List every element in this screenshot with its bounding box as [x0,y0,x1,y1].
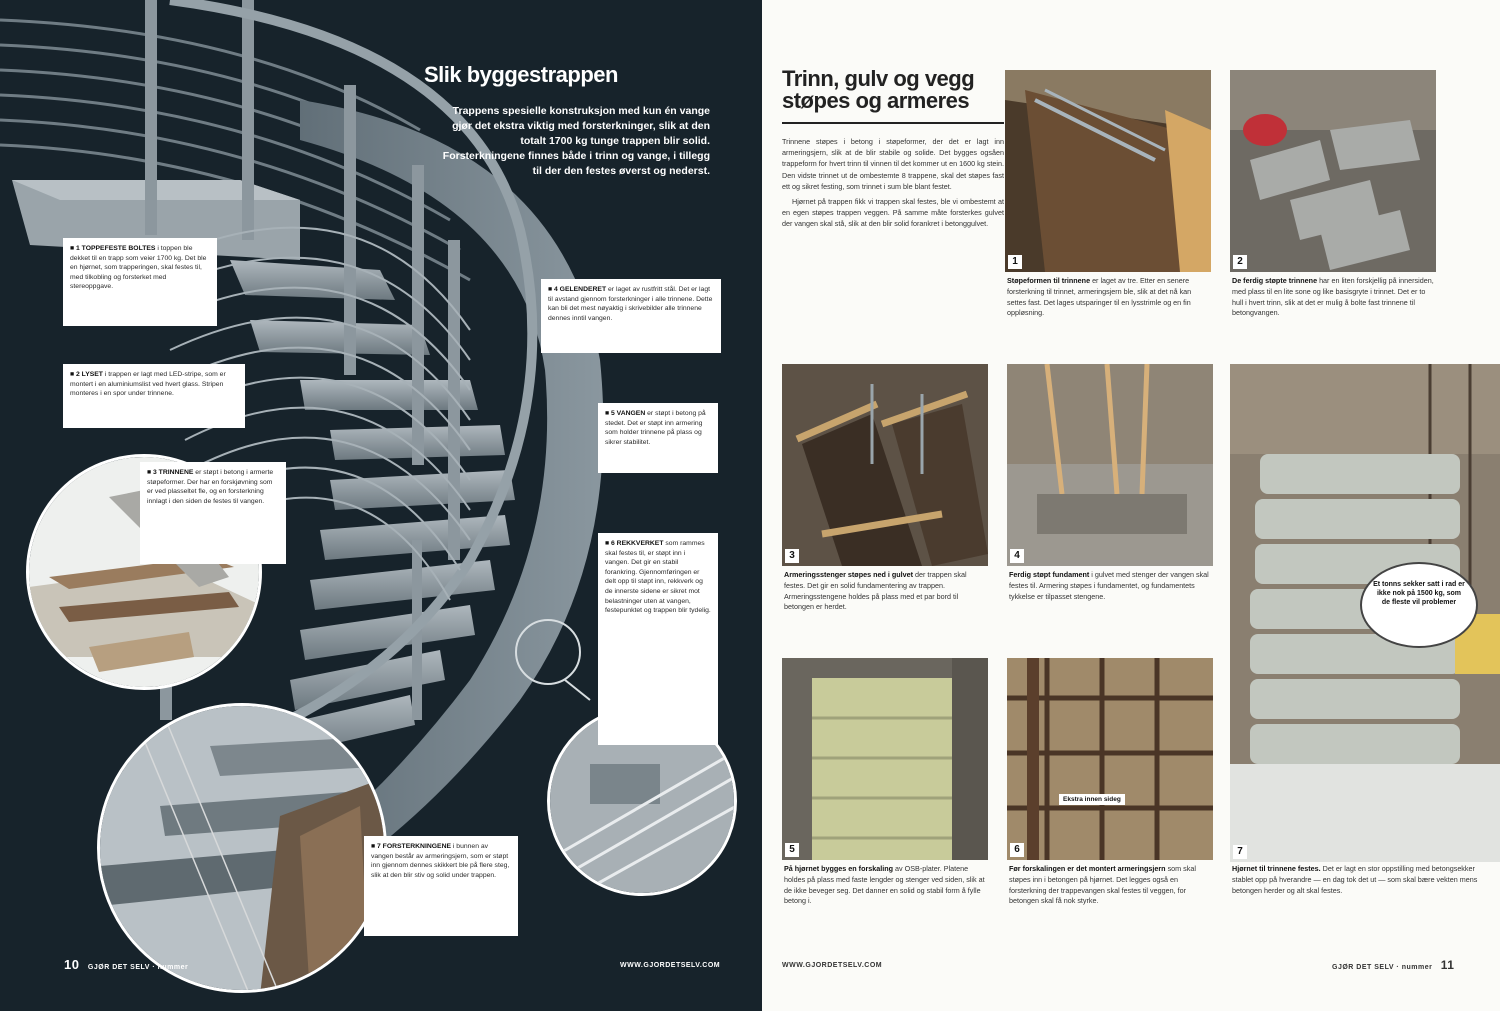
caption-text: er laget av tre. Etter en senere forsterkning til trinnet, armeringsjern ble, slik at det nå kan settes fast. Det lages utsparinger til en lysstrimle og en fin oppløsning. [1007,276,1192,318]
info-box-lead: ■ 2 LYSET [70,371,103,378]
folio-magazine: GJØR DET SELV · nummer [87,964,189,971]
info-box-text: som rammes skal festes til, er støpt inn i vangen. Det gir en stabil forankring. Gjennomføringen er delt opp til støpt inn, rekkverk og de innerste sidene er sikret mot belastninger uten at vangen, festepunktet og trappen blir tydelig. [605,540,711,615]
info-box-text: i bunnen av vangen består av armeringsjern, som er støpt inn gjennom dennes skikkert ble på flere steg, slik at den blir stiv og solid under trappen. [371,843,510,879]
photo-number: 4 [1010,549,1024,563]
info-box-text: er laget av rustfritt stål. Det er lagt til avstand gjennom forsterkninger i alle trinnene. Dette kan bli det mest nøyaktig i skrivebilder alle trinnene dennes inntil vangen. [548,286,713,322]
photo-number: 3 [785,549,799,563]
info-box-1 [63,238,217,326]
title-rule [782,122,1004,124]
info-box-4 [541,279,721,353]
folio-magazine: GJØR DET SELV · nummer [1332,964,1433,971]
caption-lead: Hjørnet til trinnene festes. [1232,864,1321,873]
caption-lead: På hjørnet bygges en forskaling [784,864,894,873]
section-title [782,68,1002,112]
info-box-6 [598,533,718,745]
caption-lead: De ferdig støpte trinnene [1232,276,1318,285]
info-box-text: er støpt i betong på stedet. Det er støpt inn armering som holder trinnene på plass og sikrer stabilitet. [605,410,706,446]
photo-caption-5 [784,864,988,907]
photo-caption-1 [1007,276,1211,319]
caption-lead: Før forskalingen er det montert armeringsjern [1009,864,1166,873]
section-title-line1: Trinn, gulv og vegg [782,66,975,91]
section-title-line2: støpes og armeres [782,88,970,113]
info-box-7 [364,836,518,936]
body-text [782,136,1004,230]
page-title: Slik byggestrappen [424,62,618,87]
info-box-3 [140,462,286,564]
photo-number: 2 [1233,255,1247,269]
folio-url-left: WWW.GJORDETSELV.COM [620,962,721,969]
caption-text: Det er lagt en stor oppstilling med betongsekker stablet opp på hverandre — en dag tok det ut — som skal bære vekten mens betongen herder og alt skal festes. [1232,864,1478,895]
info-box-text: er støpt i betong i armerte støpeformer. Der har en forskjøvning som er ved plasseltet fle, og en forsterkning innlagt i den siden de festes til vangen. [147,469,274,505]
info-box-lead: ■ 7 FORSTERKNINGENE [371,843,452,850]
caption-text: som skal støpes inn i betongen på hjørnet. Det legges også en forsterkning der trappevangen skal festes til veggen, for betongen skal få nok styrke. [1009,864,1196,906]
info-box-lead: ■ 3 TRINNENE [147,469,194,476]
photo-6 [1007,658,1213,860]
folio-left [64,957,188,972]
photo-caption-6 [1009,864,1213,907]
photo-1 [1005,70,1211,272]
photo-caption-3 [784,570,988,613]
info-box-2 [63,364,245,428]
caption-lead: Støpeformen til trinnene [1007,276,1091,285]
detail-circle-vange [97,703,387,993]
photo-2 [1230,70,1436,272]
photo-number: 6 [1010,843,1024,857]
info-box-text: i trappen er lagt med LED-stripe, som er montert i en aluminiumslist ved hvert glass. Stripen monteres i en spor under trinnene. [70,371,226,398]
photo-caption-2 [1232,276,1438,319]
photo-caption-7 [1232,864,1482,896]
caption-text: der trappen skal festes. Det gir en solid fundamentering av trappen. Armeringsstengene holdes på plass med et par bord til betongen er herdet. [784,570,967,612]
info-box-lead: ■ 5 VANGEN [605,410,646,417]
speech-bubble: Et tonns sekker satt i rad er ikke nok på 1500 kg, som de fleste vil problemer [1360,562,1478,648]
intro-text: Trappens spesielle konstruksjon med kun én vange gjør det ekstra viktig med forsterkninger, slik at den totalt 1700 kg tunge trappen blir solid. Forsterkningene finnes både i trinn og vange, i tillegg til der den festes øverst og nederst. [442,105,710,177]
page-number: 11 [1440,958,1455,972]
body-paragraph-2: Hjørnet på trappen fikk vi trappen skal festes, ble vi ombestemt at en egen støpes trappen veggen. På samme måte forsterkes gulvet der vangen skal stå, slik at den blir solid forankret i betonggulvet. [782,197,1004,229]
caption-lead: Ferdig støpt fundament [1009,570,1090,579]
folio-right [1332,958,1454,972]
photo-3 [782,364,988,566]
info-box-5 [598,403,718,473]
photo-number: 5 [785,843,799,857]
photo-label-tag: Ekstra innen sideg [1059,794,1125,805]
photo-4 [1007,364,1213,566]
photo-5 [782,658,988,860]
photo-caption-4 [1009,570,1213,602]
info-box-lead: ■ 4 GELENDERET [548,286,607,293]
right-page [762,0,1500,1011]
photo-number: 1 [1008,255,1022,269]
info-box-lead: ■ 1 TOPPEFESTE BOLTES [70,245,156,252]
photo-number: 7 [1233,845,1247,859]
caption-text: har en liten forskjellig på innersiden, med plass til en lite sone og like basisgryte i trinnet. Det er to hull i hvert trinn, slik at det er mulig å bolte fast trinnene til betongvangen. [1232,276,1434,318]
caption-text: i gulvet med stenger der vangen skal festes til. Armering støpes i fundamentet, og fundamentets tykkelse er tilpasset stengene. [1009,570,1209,601]
caption-lead: Armeringsstenger støpes ned i gulvet [784,570,914,579]
body-paragraph-1: Trinnene støpes i betong i støpeformer, der det er lagt inn armeringsjern, slik at de blir stabile og solide. Det bygges ogsåen trappeform for hvert trinn til vinnen til det kommer ut en 1600 kg stein. Den vidste trinnet ut de ombestemte 8 trappene, skal det støpes fast ett og sikret festing, som trinnet i sum ble blant festet. [782,137,1004,191]
info-box-lead: ■ 6 REKKVERKET [605,540,664,547]
page-number: 10 [64,957,80,972]
caption-text: av OSB-plater. Platene holdes på plass med faste lengder og stenger ved siden, slik at de ikke beveger seg. Det danner en solid og stabil form å fylle betong i. [784,864,985,906]
info-box-text: i toppen ble dekket til en trapp som veier 1700 kg. Det ble en hjørnet, som trapperingen, skal festes til, med tilkobling og forsterket med stereoppgave. [70,245,207,291]
folio-url-right: WWW.GJORDETSELV.COM [782,962,883,969]
